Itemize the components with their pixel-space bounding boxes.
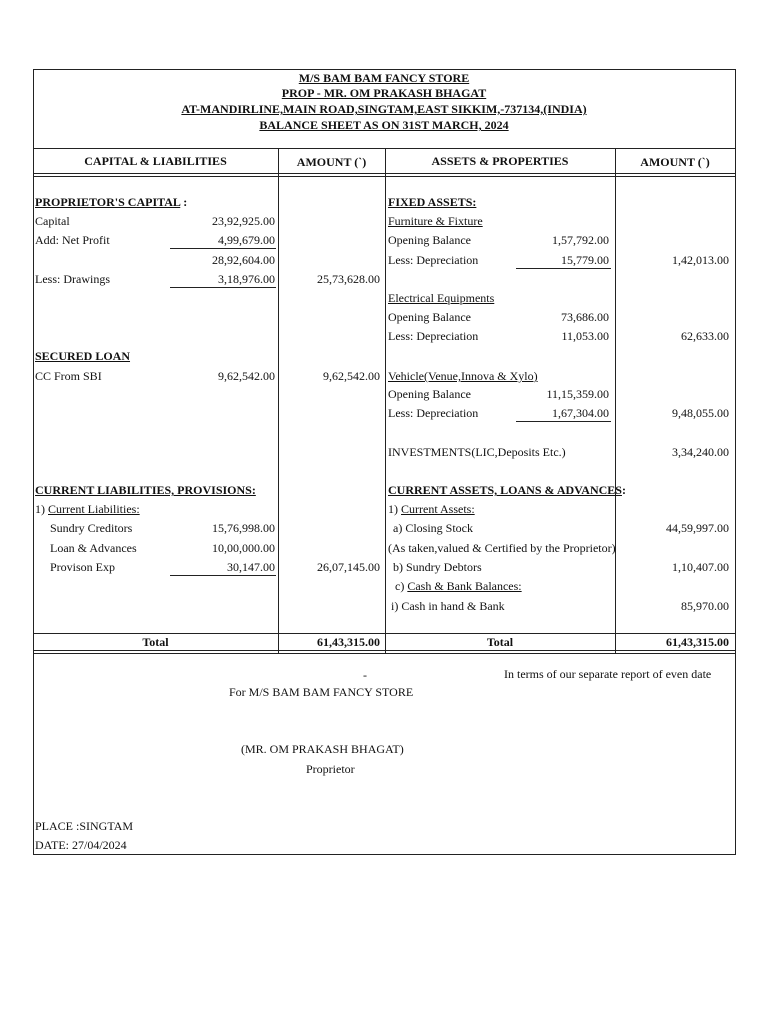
cash-bank-heading: c) Cash & Bank Balances: xyxy=(395,579,522,593)
electrical-opening-value: 73,686.00 xyxy=(561,310,609,324)
sundry-debtors-value: 1,10,407.00 xyxy=(672,560,729,574)
drawings-value: 3,18,976.00 xyxy=(218,272,275,286)
closing-stock-label: a) Closing Stock xyxy=(393,521,473,535)
loan-advances-label: Loan & Advances xyxy=(50,541,137,555)
place-line: PLACE :SINGTAM xyxy=(35,819,134,833)
column-header-liabilities: CAPITAL & LIABILITIES xyxy=(84,154,227,168)
furniture-opening-value: 1,57,792.00 xyxy=(552,233,609,247)
column-header-amount-right: AMOUNT (`) xyxy=(640,155,710,169)
total-value-left: 61,43,315.00 xyxy=(317,635,380,649)
closing-stock-note: (As taken,valued & Certified by the Proprietor) xyxy=(388,541,616,555)
signatory-name: (MR. OM PRAKASH BHAGAT) xyxy=(241,742,404,756)
column-rule-1 xyxy=(278,148,279,653)
capital-label: Capital xyxy=(35,214,70,228)
column-header-divider-2 xyxy=(33,176,735,177)
current-assets-subheading: 1) Current Assets: xyxy=(388,502,475,516)
footer-dash: - xyxy=(363,668,367,682)
column-header-divider-1 xyxy=(33,173,735,174)
total-label-left: Total xyxy=(142,635,169,649)
firm-name: M/S BAM BAM FANCY STORE xyxy=(298,71,470,85)
vehicle-dep-label: Less: Depreciation xyxy=(388,406,479,420)
provision-value: 30,147.00 xyxy=(227,560,275,574)
total-value-right: 61,43,315.00 xyxy=(666,635,729,649)
subtotal-rule xyxy=(170,248,276,249)
furniture-dep-rule xyxy=(516,268,611,269)
drawings-rule xyxy=(170,287,276,288)
capital-subtotal: 28,92,604.00 xyxy=(212,253,275,267)
current-assets-heading: CURRENT ASSETS, LOANS & ADVANCES: xyxy=(388,483,626,497)
total-bottom-rule-1 xyxy=(33,650,735,651)
header-divider xyxy=(33,148,735,149)
provision-label: Provison Exp xyxy=(50,560,116,574)
capital-heading: PROPRIETOR'S CAPITAL : xyxy=(35,195,188,209)
sundry-debtors-label: b) Sundry Debtors xyxy=(393,560,482,574)
provision-rule xyxy=(170,575,276,576)
vehicle-dep-rule xyxy=(516,421,611,422)
total-label-right: Total xyxy=(486,635,514,649)
vehicle-net-value: 9,48,055.00 xyxy=(672,406,729,420)
column-header-amount-left: AMOUNT (`) xyxy=(296,155,367,169)
cash-in-hand-value: 85,970.00 xyxy=(681,599,729,613)
signatory-designation: Proprietor xyxy=(306,762,355,776)
drawings-label: Less: Drawings xyxy=(35,272,110,286)
secured-loan-total: 9,62,542.00 xyxy=(323,369,380,383)
vehicle-label: Vehicle(Venue,Innova & Xylo) xyxy=(388,369,538,383)
address-line: AT-MANDIRLINE,MAIN ROAD,SINGTAM,EAST SIKKIM,-737134,(INDIA) xyxy=(181,102,587,116)
electrical-net-value: 62,633.00 xyxy=(681,329,729,343)
for-firm-line: For M/S BAM BAM FANCY STORE xyxy=(229,685,414,699)
electrical-opening-label: Opening Balance xyxy=(388,310,471,324)
capital-value: 23,92,925.00 xyxy=(212,214,275,228)
electrical-dep-value: 11,053.00 xyxy=(561,329,609,343)
cash-in-hand-label: i) Cash in hand & Bank xyxy=(391,599,505,613)
furniture-label: Furniture & Fixture xyxy=(388,214,483,228)
cc-sbi-value: 9,62,542.00 xyxy=(218,369,275,383)
column-header-assets: ASSETS & PROPERTIES xyxy=(431,154,569,168)
loan-advances-value: 10,00,000.00 xyxy=(212,541,275,555)
capital-total: 25,73,628.00 xyxy=(317,272,380,286)
closing-stock-value: 44,59,997.00 xyxy=(666,521,729,535)
sheet-title: BALANCE SHEET AS ON 31ST MARCH, 2024 xyxy=(259,118,509,132)
date-line: DATE: 27/04/2024 xyxy=(35,838,127,852)
furniture-opening-label: Opening Balance xyxy=(388,233,471,247)
column-rule-3 xyxy=(615,148,616,653)
sundry-creditors-value: 15,76,998.00 xyxy=(212,521,275,535)
report-note: In terms of our separate report of even date xyxy=(504,667,712,681)
total-bottom-rule-2 xyxy=(33,653,735,654)
proprietor-line: PROP - MR. OM PRAKASH BHAGAT xyxy=(281,86,487,100)
net-profit-value: 4,99,679.00 xyxy=(218,233,275,247)
fixed-assets-heading: FIXED ASSETS: xyxy=(388,195,477,209)
electrical-label: Electrical Equipments xyxy=(388,291,495,305)
vehicle-dep-value: 1,67,304.00 xyxy=(552,406,609,420)
column-rule-2 xyxy=(385,148,386,653)
total-top-rule xyxy=(33,633,735,634)
vehicle-opening-value: 11,15,359.00 xyxy=(546,387,609,401)
cc-sbi-label: CC From SBI xyxy=(35,369,102,383)
secured-loan-heading: SECURED LOAN xyxy=(35,349,131,363)
current-liabilities-heading: CURRENT LIABILITIES, PROVISIONS: xyxy=(35,483,256,497)
sundry-creditors-label: Sundry Creditors xyxy=(50,521,133,535)
furniture-net-value: 1,42,013.00 xyxy=(672,253,729,267)
current-liabilities-subheading: 1) Current Liabilities: xyxy=(35,502,140,516)
investments-label: INVESTMENTS(LIC,Deposits Etc.) xyxy=(388,445,566,459)
investments-value: 3,34,240.00 xyxy=(672,445,729,459)
furniture-dep-value: 15,779.00 xyxy=(561,253,609,267)
furniture-dep-label: Less: Depreciation xyxy=(388,253,479,267)
net-profit-label: Add: Net Profit xyxy=(35,233,110,247)
current-liabilities-total: 26,07,145.00 xyxy=(317,560,380,574)
electrical-dep-label: Less: Depreciation xyxy=(388,329,479,343)
vehicle-opening-label: Opening Balance xyxy=(388,387,471,401)
